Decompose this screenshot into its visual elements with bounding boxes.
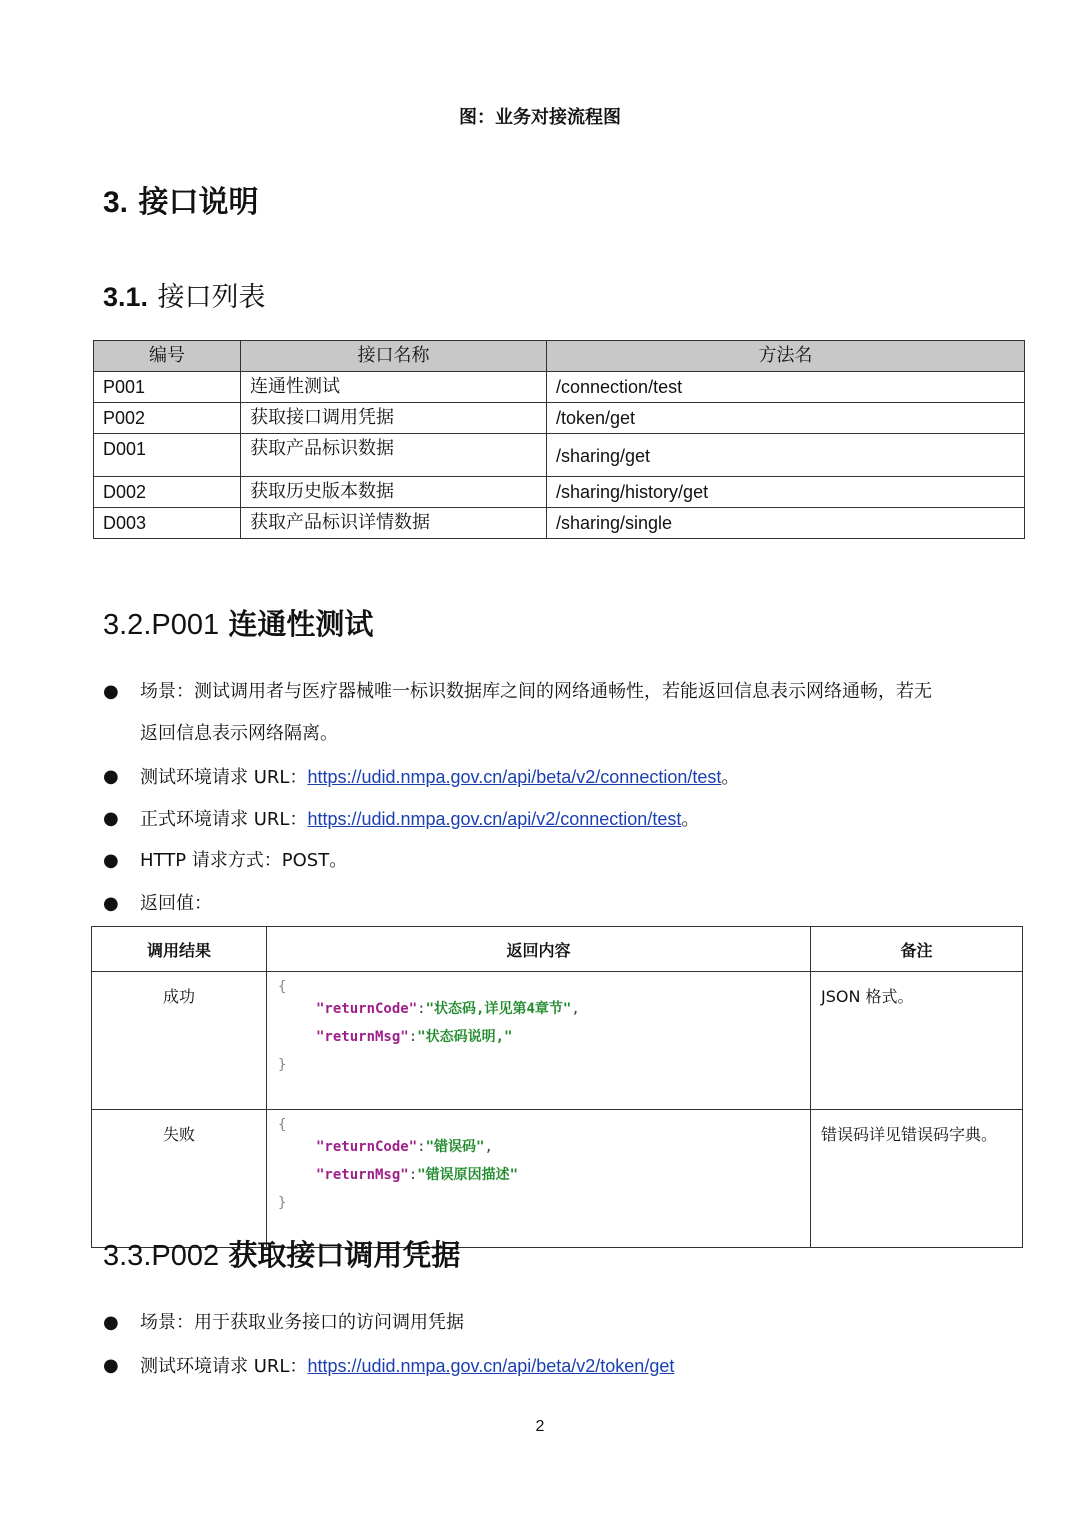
- bullet-icon: ●: [103, 681, 119, 702]
- table-header-row: [94, 341, 1025, 372]
- table-cell-method: /sharing/single: [547, 508, 1025, 539]
- table-cell-id: D003: [94, 508, 241, 539]
- bullet-icon: ●: [103, 766, 119, 787]
- bullet-scene: [100, 671, 1030, 755]
- json-key: "returnMsg": [316, 1029, 409, 1045]
- colon: :: [408, 1029, 418, 1045]
- section-title: 获取接口调用凭据: [228, 1238, 461, 1272]
- table-cell-name: 获取历史版本数据: [241, 477, 547, 508]
- table-cell-name: 连通性测试: [241, 372, 547, 403]
- bullet-icon: ●: [103, 850, 119, 871]
- json-value: "错误码": [425, 1139, 485, 1155]
- section-code: P001: [151, 609, 220, 641]
- section-number: 3.2.: [103, 609, 152, 641]
- section-title: 连通性测试: [228, 607, 374, 641]
- json-value: "状态码说明,": [417, 1029, 513, 1045]
- section-heading-3-3: [103, 1233, 460, 1274]
- comma: ,: [484, 1139, 493, 1155]
- bullet-label: 正式环境请求 URL：: [140, 809, 308, 830]
- table-cell-method: /sharing/get: [547, 434, 1025, 477]
- section-code: P002: [151, 1240, 220, 1272]
- period: 。: [681, 809, 700, 830]
- json-key: "returnCode": [316, 1139, 418, 1155]
- table-cell-method: /token/get: [547, 403, 1025, 434]
- open-brace: {: [278, 979, 287, 995]
- json-value: "状态码,详见第4章节": [425, 1001, 572, 1017]
- bullet-return-value: [100, 883, 1030, 925]
- note-cell: JSON 格式。: [811, 972, 1023, 1110]
- code-cell: [267, 972, 811, 1110]
- return-value-table: [91, 926, 1023, 1248]
- bullet-scene: [100, 1302, 1030, 1344]
- table-cell-name: 获取产品标识数据: [241, 434, 547, 477]
- bullet-test-url: [100, 756, 1030, 798]
- table-cell-id: P001: [94, 372, 241, 403]
- page-number: 2: [535, 1418, 545, 1435]
- table-cell-name: 获取产品标识详情数据: [241, 508, 547, 539]
- close-brace: }: [278, 1057, 287, 1073]
- bullet-text: 返回值：: [140, 893, 212, 914]
- table-header-row: [92, 927, 1023, 972]
- period: 。: [721, 767, 740, 788]
- table-cell-id: P002: [94, 403, 241, 434]
- table-row: [92, 972, 1023, 1110]
- bullet-icon: ●: [103, 1355, 119, 1376]
- table-cell-id: D001: [94, 434, 241, 477]
- table-header-cell: 返回内容: [267, 927, 811, 972]
- colon: :: [417, 1139, 426, 1155]
- bullet-text: 场景：用于获取业务接口的访问调用凭据: [140, 1312, 464, 1333]
- section-number: 3.3.: [103, 1240, 152, 1272]
- bullet-http-method: [100, 840, 1030, 882]
- table-header-cell: 接口名称: [241, 341, 547, 372]
- open-brace: {: [278, 1117, 287, 1133]
- interface-list-table: [93, 340, 1025, 539]
- close-brace: }: [278, 1195, 287, 1211]
- json-key: "returnMsg": [316, 1167, 409, 1183]
- table-header-cell: 调用结果: [92, 927, 267, 972]
- table-row: [94, 508, 1025, 539]
- bullet-prod-url: [100, 798, 1030, 840]
- table-cell-name: 获取接口调用凭据: [241, 403, 547, 434]
- table-row: [94, 372, 1025, 403]
- bullet-icon: ●: [103, 893, 119, 914]
- json-block: [268, 1111, 809, 1211]
- table-header-cell: 编号: [94, 341, 241, 372]
- bullet-icon: ●: [103, 808, 119, 829]
- test-url-link[interactable]: https://udid.nmpa.gov.cn/api/beta/v2/token/get: [307, 1356, 675, 1376]
- json-key: "returnCode": [316, 1001, 418, 1017]
- table-row: [92, 1110, 1023, 1248]
- table-header-cell: 方法名: [547, 341, 1025, 372]
- note-cell: 错误码详见错误码字典。: [811, 1110, 1023, 1248]
- section-title: 接口列表: [157, 282, 266, 313]
- bullet-text: HTTP 请求方式：POST。: [140, 850, 348, 871]
- comma: ,: [571, 1001, 580, 1017]
- colon: :: [408, 1167, 418, 1183]
- section-number: 3.: [103, 186, 129, 219]
- section-heading-3-1: [103, 275, 265, 314]
- prod-url-link[interactable]: https://udid.nmpa.gov.cn/api/v2/connection/test: [307, 809, 682, 829]
- result-cell: 成功: [92, 972, 267, 1110]
- test-url-link[interactable]: https://udid.nmpa.gov.cn/api/beta/v2/connection/test: [307, 767, 722, 787]
- table-header-cell: 备注: [811, 927, 1023, 972]
- section-title: 接口说明: [138, 185, 259, 220]
- table-cell-method: /sharing/history/get: [547, 477, 1025, 508]
- section-heading-3-2: [103, 602, 373, 643]
- bullet-test-url: [100, 1345, 1030, 1387]
- section-number: 3.1.: [103, 282, 149, 312]
- table-row: [94, 434, 1025, 477]
- result-cell: 失败: [92, 1110, 267, 1248]
- table-cell-id: D002: [94, 477, 241, 508]
- table-row: [94, 477, 1025, 508]
- bullet-text: 场景：测试调用者与医疗器械唯一标识数据库之间的网络通畅性，若能返回信息表示网络通畅，若无: [140, 681, 932, 702]
- bullet-icon: ●: [103, 1312, 119, 1333]
- section-heading-3: [103, 177, 258, 221]
- bullet-text: 返回信息表示网络隔离。: [140, 723, 338, 744]
- bullet-label: 测试环境请求 URL：: [140, 767, 308, 788]
- json-block: [268, 973, 809, 1073]
- figure-caption: 图：业务对接流程图: [459, 107, 621, 128]
- table-row: [94, 403, 1025, 434]
- code-cell: [267, 1110, 811, 1248]
- table-cell-method: /connection/test: [547, 372, 1025, 403]
- colon: :: [417, 1001, 426, 1017]
- json-value: "错误原因描述": [417, 1167, 519, 1183]
- bullet-label: 测试环境请求 URL：: [140, 1356, 308, 1377]
